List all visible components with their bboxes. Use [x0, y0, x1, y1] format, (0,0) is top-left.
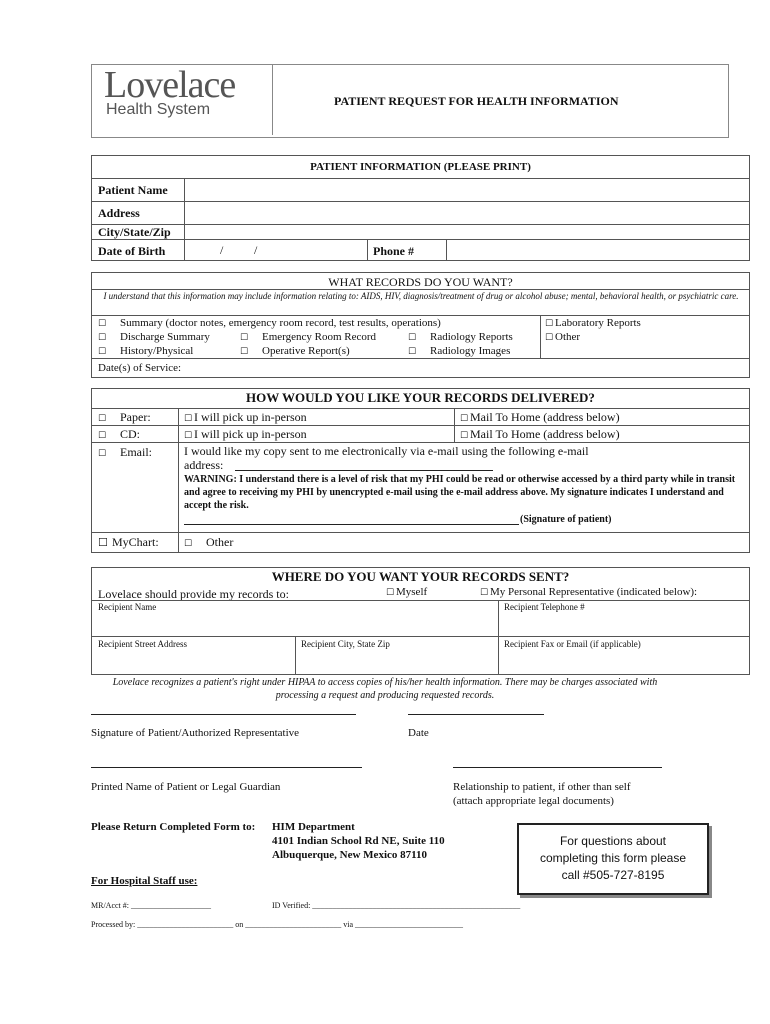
summary-label: Summary (doctor notes, emergency room record, test results, operations) — [120, 317, 441, 329]
cd-label: CD: — [120, 427, 141, 441]
mr-acct-field[interactable]: MR/Acct #: ____________________ — [91, 901, 211, 910]
summary-option[interactable] — [98, 317, 441, 329]
logo-line1: Lovelace — [104, 64, 236, 106]
checkbox-icon[interactable]: ☐ — [480, 588, 489, 598]
header-box — [91, 64, 729, 138]
processed-by-field[interactable]: Processed by: ________________________ on ________________________ via ___________________________ — [91, 920, 463, 929]
checkbox-icon[interactable]: ☐ — [98, 536, 108, 549]
pickup-label: I will pick up in-person — [194, 410, 307, 424]
pickup-option-paper[interactable] — [184, 410, 307, 425]
address-label: Address — [98, 206, 140, 220]
checkbox-icon[interactable]: ☐ — [545, 333, 554, 343]
cd-option[interactable] — [98, 427, 140, 442]
email-signature-field[interactable] — [184, 513, 519, 525]
delivery-section — [91, 388, 750, 553]
email-label: Email: — [120, 445, 152, 459]
pickup-label: I will pick up in-person — [194, 427, 307, 441]
recipient-phone-field[interactable]: Recipient Telephone # — [504, 602, 585, 612]
checkbox-icon[interactable]: ☐ — [460, 431, 469, 441]
recipient-name-field[interactable]: Recipient Name — [98, 602, 157, 612]
discharge-label: Discharge Summary — [120, 331, 210, 343]
questions-line1: For questions about — [559, 834, 667, 848]
mychart-option[interactable] — [98, 535, 159, 550]
mail-option-paper[interactable] — [460, 410, 620, 425]
sent-section — [91, 567, 750, 675]
return-street: 4101 Indian School Rd NE, Suite 110 — [272, 835, 445, 847]
radiology-images-label: Radiology Images — [430, 345, 511, 357]
lab-option[interactable] — [545, 317, 641, 329]
myself-option[interactable] — [386, 586, 427, 598]
printed-name-line[interactable] — [91, 767, 362, 768]
checkbox-icon[interactable]: ☐ — [98, 333, 107, 343]
radiology-reports-label: Radiology Reports — [430, 331, 513, 343]
email-warning: WARNING: I understand there is a level of risk that my PHI could be read or otherwise accessed by a third party while in transit and agree to receiving my PHI by unencrypted e-mail using the e-mail address above. My signature indicates I understand and accept the risk. — [184, 474, 736, 511]
signature-label: Signature of Patient/Authorized Representative — [91, 727, 300, 739]
relationship-note: (attach appropriate legal documents) — [453, 795, 614, 807]
representative-label: My Personal Representative (indicated below): — [490, 586, 698, 598]
recipient-fax-field[interactable]: Recipient Fax or Email (if applicable) — [504, 639, 641, 649]
checkbox-icon[interactable]: ☐ — [98, 319, 107, 329]
email-text: I would like my copy sent to me electronically via e-mail using the following e-mail — [184, 444, 589, 458]
page-title: PATIENT REQUEST FOR HEALTH INFORMATION — [334, 94, 619, 108]
sent-heading: WHERE DO YOU WANT YOUR RECORDS SENT? — [271, 569, 570, 584]
lab-label: Laboratory Reports — [555, 317, 641, 329]
hipaa-notice: Lovelace recognizes a patient's right under HIPAA to access copies of his/her health information. There may be charges associated with processing a request and producing requested records. — [112, 677, 658, 701]
radiology-reports-option[interactable] — [408, 331, 513, 343]
phone-field[interactable] — [447, 240, 748, 260]
email-address-field[interactable] — [235, 459, 493, 471]
logo-line2: Health System — [106, 101, 211, 118]
staff-heading: For Hospital Staff use: — [91, 875, 198, 887]
logo — [104, 65, 273, 135]
recipient-city-field[interactable]: Recipient City, State Zip — [301, 639, 390, 649]
email-address-label: address: — [184, 458, 224, 472]
checkbox-icon[interactable]: ☐ — [240, 333, 249, 343]
other-records-label: Other — [555, 331, 581, 343]
date-line[interactable] — [408, 714, 544, 715]
date-label: Date — [408, 727, 429, 739]
checkbox-icon[interactable]: ☐ — [184, 539, 193, 549]
paper-option[interactable] — [98, 410, 151, 425]
return-city: Albuquerque, New Mexico 87110 — [272, 849, 428, 861]
checkbox-icon[interactable]: ☐ — [408, 333, 417, 343]
records-section — [91, 272, 750, 378]
operative-label: Operative Report(s) — [262, 345, 350, 357]
checkbox-icon[interactable]: ☐ — [460, 414, 469, 424]
records-heading: WHAT RECORDS DO YOU WANT? — [328, 275, 513, 289]
mail-label: Mail To Home (address below) — [470, 410, 620, 424]
city-state-zip-label: City/State/Zip — [98, 225, 171, 239]
dates-of-service[interactable]: Date(s) of Service: — [98, 362, 182, 374]
myself-label: Myself — [396, 586, 428, 598]
dob-label: Date of Birth — [98, 244, 166, 258]
patient-info-heading: PATIENT INFORMATION (PLEASE PRINT) — [310, 161, 531, 173]
radiology-images-option[interactable] — [408, 345, 510, 357]
delivery-heading: HOW WOULD YOU LIKE YOUR RECORDS DELIVERED? — [246, 390, 595, 405]
er-option[interactable] — [240, 331, 376, 343]
phone-label: Phone # — [373, 244, 415, 258]
er-label: Emergency Room Record — [262, 331, 377, 343]
relationship-label: Relationship to patient, if other than self — [453, 781, 631, 793]
provide-records-label: Lovelace should provide my records to: — [98, 587, 289, 601]
mail-label: Mail To Home (address below) — [470, 427, 620, 441]
return-dept: HIM Department — [272, 821, 355, 833]
questions-box — [517, 823, 709, 895]
patient-info-section — [91, 155, 750, 261]
checkbox-icon[interactable]: ☐ — [98, 347, 107, 357]
questions-phone: call #505-727-8195 — [561, 868, 665, 882]
other-records-option[interactable] — [545, 331, 580, 343]
checkbox-icon[interactable]: ☐ — [98, 431, 107, 441]
checkbox-icon[interactable]: ☐ — [184, 431, 193, 441]
return-label: Please Return Completed Form to: — [91, 821, 256, 833]
representative-option[interactable] — [480, 586, 697, 598]
checkbox-icon[interactable]: ☐ — [98, 414, 107, 424]
pickup-option-cd[interactable] — [184, 427, 307, 442]
mychart-label: MyChart: — [112, 535, 159, 549]
city-state-zip-field[interactable] — [185, 225, 748, 239]
address-field[interactable] — [185, 202, 748, 224]
other-delivery-option[interactable] — [184, 535, 233, 550]
operative-option[interactable] — [240, 345, 350, 357]
checkbox-icon[interactable]: ☐ — [545, 319, 554, 329]
dob-separator: / — [220, 243, 224, 257]
history-option[interactable] — [98, 345, 193, 357]
signature-line[interactable] — [91, 714, 356, 715]
history-label: History/Physical — [120, 345, 194, 357]
records-disclaimer: I understand that this information may include information relating to: AIDS, HIV, diagnosis/treatment of drug or alcohol abuse; mental, behavioral health, or psychiatric care. — [103, 291, 739, 301]
email-option[interactable] — [98, 445, 152, 460]
id-verified-field[interactable]: ID Verified: ____________________________________________________ — [272, 901, 521, 910]
recipient-street-field[interactable]: Recipient Street Address — [98, 639, 187, 649]
checkbox-icon[interactable]: ☐ — [184, 414, 193, 424]
dob-separator: / — [254, 243, 258, 257]
patient-name-label: Patient Name — [98, 183, 168, 197]
mail-option-cd[interactable] — [460, 427, 620, 442]
checkbox-icon[interactable]: ☐ — [240, 347, 249, 357]
paper-label: Paper: — [120, 410, 151, 424]
printed-name-label: Printed Name of Patient or Legal Guardian — [91, 781, 281, 793]
relationship-line[interactable] — [453, 767, 662, 768]
checkbox-icon[interactable]: ☐ — [408, 347, 417, 357]
checkbox-icon[interactable]: ☐ — [98, 449, 107, 459]
discharge-option[interactable] — [98, 331, 210, 343]
checkbox-icon[interactable]: ☐ — [386, 588, 395, 598]
questions-line2: completing this form please — [539, 851, 687, 865]
patient-name-field[interactable] — [185, 179, 748, 201]
email-signature-label: (Signature of patient) — [520, 514, 612, 525]
other-delivery-label: Other — [206, 535, 234, 549]
